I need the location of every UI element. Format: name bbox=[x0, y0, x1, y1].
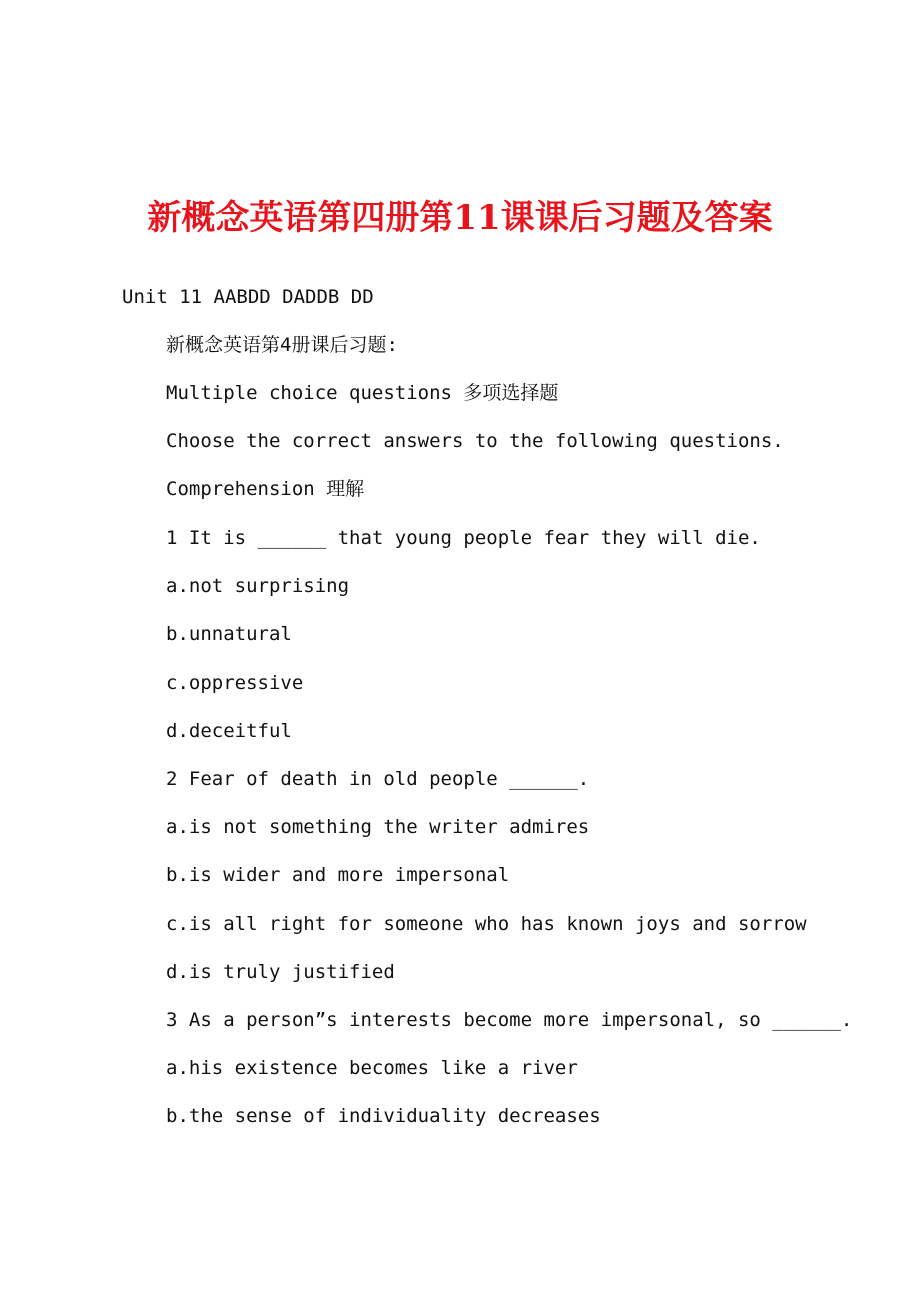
question-2-option-d: d.is truly justified bbox=[166, 961, 395, 983]
instruction-text: Choose the correct answers to the following questions. bbox=[166, 430, 784, 452]
question-3-option-b: b.the sense of individuality decreases bbox=[166, 1105, 601, 1127]
question-1-stem: 1 It is ______ that young people fear they will die. bbox=[166, 527, 761, 549]
question-1-option-b: b.unnatural bbox=[166, 623, 292, 645]
document-title: 新概念英语第四册第11课课后习题及答案 bbox=[147, 198, 773, 238]
question-3-stem: 3 As a person”s interests become more impersonal, so ______. bbox=[166, 1009, 853, 1031]
question-2-option-c: c.is all right for someone who has known joys and sorrow bbox=[166, 913, 807, 935]
subheading: 新概念英语第4册课后习题: bbox=[166, 334, 398, 356]
answer-key-line: Unit 11 AABDD DADDB DD bbox=[122, 286, 374, 308]
question-1-option-d: d.deceitful bbox=[166, 720, 292, 742]
question-3-option-a: a.his existence becomes like a river bbox=[166, 1057, 578, 1079]
question-2-option-a: a.is not something the writer admires bbox=[166, 816, 590, 838]
section-heading: Multiple choice questions 多项选择题 bbox=[166, 382, 559, 404]
question-2-option-b: b.is wider and more impersonal bbox=[166, 864, 510, 886]
question-1-option-c: c.oppressive bbox=[166, 672, 304, 694]
question-2-stem: 2 Fear of death in old people ______. bbox=[166, 768, 590, 790]
question-1-option-a: a.not surprising bbox=[166, 575, 350, 597]
part-heading: Comprehension 理解 bbox=[166, 478, 365, 500]
